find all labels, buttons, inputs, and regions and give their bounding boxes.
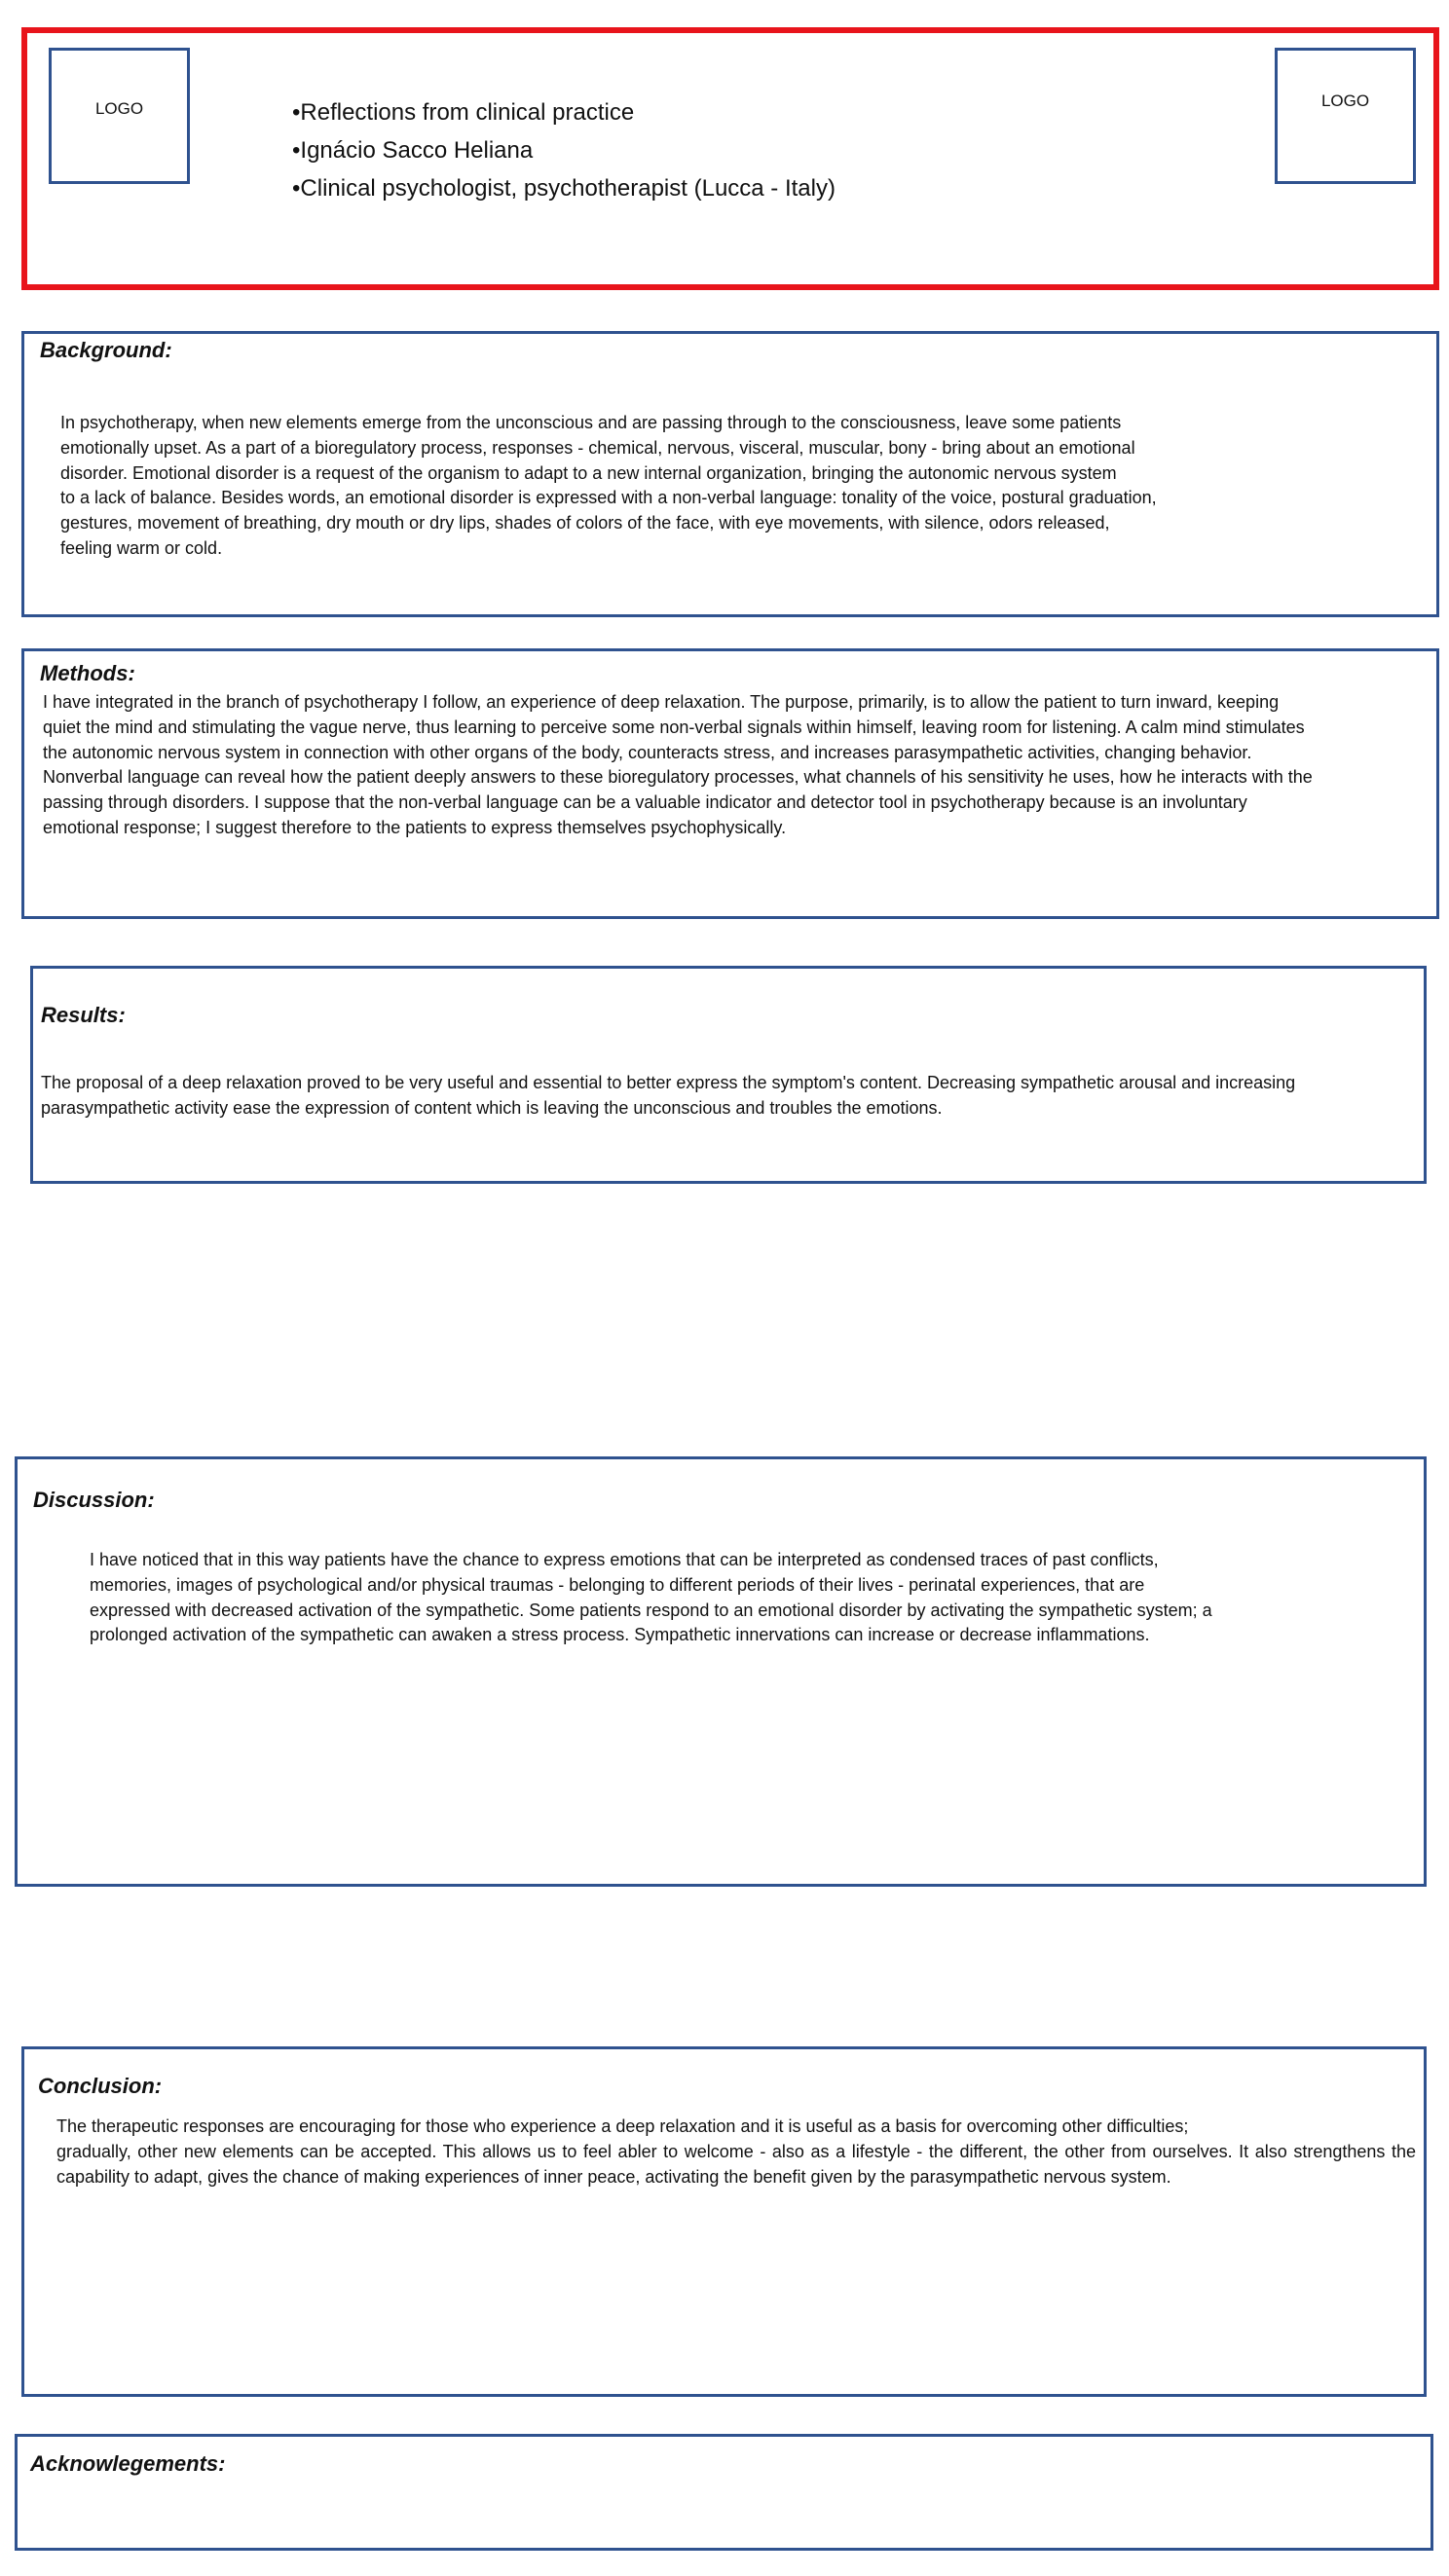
results-heading: Results:	[41, 1003, 126, 1027]
logo-right	[1275, 48, 1416, 184]
conclusion-heading: Conclusion:	[38, 2074, 163, 2098]
acknowledgements-section	[15, 2434, 1433, 2551]
discussion-text: I have noticed that in this way patients have the chance to express emotions that can be interpreted as condensed traces of past conflicts, memories, images of psychological and/or physical traumas - belonging to different periods of their lives - perinatal experiences, that are expressed with decreased activation of the sympathetic. Some patients respond to an emotional disorder by activating the sympathetic system; a prolonged activation of the sympathetic can awaken a stress process. Sympathetic innervations can increase or decrease inflammations.	[90, 1550, 1212, 1645]
discussion-section	[15, 1456, 1427, 1887]
conclusion-text: gradually, other new elements can be accepted. This allows us to feel abler to welcome - also as a lifestyle - the different, the other from ourselves. It also strengthens the capability to adapt, gives the chance of making experiences of inner peace, activating the benefit given by the parasympathetic nervous system.	[56, 2142, 1416, 2187]
methods-text: I have integrated in the branch of psychotherapy I follow, an experience of deep relaxation. The purpose, primarily, is to allow the patient to turn inward, keeping quiet the mind and stimulating the vague nerve, thus learning to perceive some non-verbal signals within himself, leaving room for listening. A calm mind stimulates the autonomic nervous system in connection with other organs of the body, counteracts stress, and increases parasympathetic activities, changing behavior. Nonverbal language can reveal how the patient deeply answers to these bioregulatory processes, what channels of his sensitivity he uses, how he interacts with the passing through disorders. I suppose that the non-verbal language can be a valuable indicator and detector tool in psychotherapy because is an involuntary emotional response; I suggest therefore to the patients to express themselves psychophysically.	[43, 692, 1313, 837]
background-heading: Background:	[40, 338, 172, 362]
discussion-heading: Discussion:	[33, 1488, 155, 1512]
conclusion-first-line: The therapeutic responses are encouraging for those who experience a deep relaxation and it is useful as a basis for overcoming other difficulties;	[56, 2116, 1189, 2136]
methods-heading: Methods:	[40, 661, 135, 685]
results-text: The proposal of a deep relaxation proved to be very useful and essential to better express the symptom's content. Decreasing sympathetic arousal and increasing parasympathetic activity ease the expression of content which is leaving the unconscious and troubles the emotions.	[41, 1073, 1296, 1118]
logo-right-label: LOGO	[1320, 92, 1370, 110]
logo-left-label: LOGO	[94, 99, 144, 118]
conclusion-section	[21, 2046, 1427, 2397]
poster-title: • Reflections from clinical practice	[292, 93, 836, 131]
background-text: In psychotherapy, when new elements emerge from the unconscious and are passing through to the consciousness, leave some patients emotionally upset. As a part of a bioregulatory process, responses - chemical, nervous, visceral, muscular, bony - bring about an emotional disorder. Emotional disorder is a request of the organism to adapt to a new internal organization, bringing the autonomic nervous system to a lack of balance. Besides words, an emotional disorder is expressed with a non-verbal language: tonality of the voice, postural graduation, gestures, movement of breathing, dry mouth or dry lips, shades of colors of the face, with eye movements, with silence, odors released, feeling warm or cold.	[60, 413, 1157, 558]
acknowledgements-heading: Acknowlegements:	[30, 2451, 226, 2476]
author-name: • Ignácio Sacco Heliana	[292, 131, 836, 169]
logo-left	[49, 48, 190, 184]
author-affiliation: • Clinical psychologist, psychotherapist (Lucca - Italy)	[292, 169, 836, 207]
title-lines	[292, 93, 836, 207]
